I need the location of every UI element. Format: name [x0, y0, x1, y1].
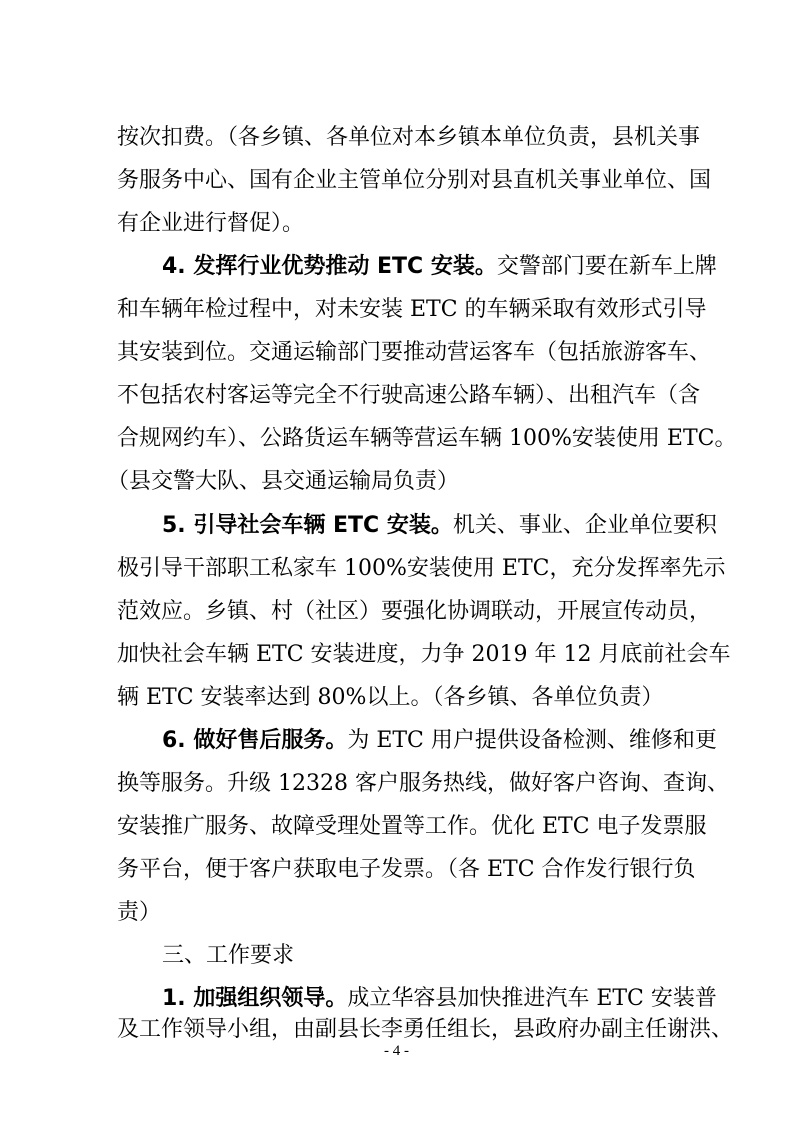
text-line: [0, 252, 793, 282]
text-line: [0, 511, 793, 541]
line-text: 安装推广服务、故障受理处置等工作。优化 ETC 电子发票服: [117, 814, 707, 839]
line-text: 务服务中心、国有企业主管单位分别对县直机关事业单位、国: [117, 168, 712, 193]
text-line: [0, 295, 793, 325]
line-text: 换等服务。升级 12328 客户服务热线，做好客户咨询、查询、: [117, 771, 729, 796]
line-text: 机关、事业、企业单位要积: [452, 513, 717, 538]
section-heading: 1. 加强组织领导。: [162, 986, 348, 1011]
line-text: 辆 ETC 安装率达到 80%以上。（各乡镇、各单位负责）: [117, 685, 664, 710]
text-line: [0, 726, 793, 756]
line-text: 其安装到位。交通运输部门要推动营运客车（包括旅游客车、: [117, 340, 712, 365]
line-text: 交警部门要在新车上牌: [496, 254, 717, 279]
line-text: 务平台，便于客户获取电子发票。（各 ETC 合作发行银行负: [117, 857, 696, 882]
text-line: [0, 424, 793, 454]
line-text: 有企业进行督促）。: [117, 211, 305, 236]
text-line: [0, 597, 793, 627]
line-text: （县交警大队、县交通运输局负责）: [107, 469, 460, 494]
text-line: [0, 769, 793, 799]
line-text: 加快社会车辆 ETC 安装进度，力争 2019 年 12 月底前社会车: [117, 642, 731, 667]
text-line: [0, 855, 793, 885]
line-text: 不包括农村客运等完全不行驶高速公路车辆）、出租汽车（含: [117, 383, 701, 408]
line-text: 范效应。乡镇、村（社区）要强化协调联动，开展宣传动员，: [117, 599, 712, 624]
page-number: - 4 -: [384, 1043, 409, 1059]
text-line: [0, 338, 793, 368]
line-text: 按次扣费。（各乡镇、各单位对本乡镇本单位负责，县机关事: [117, 125, 701, 150]
text-line: [0, 941, 793, 971]
line-text: 成立华容县加快推进汽车 ETC 安装普: [347, 986, 717, 1011]
line-text: 为 ETC 用户提供设备检测、维修和更: [347, 728, 717, 753]
text-line: [0, 381, 793, 411]
text-line: [0, 898, 793, 928]
text-line: [0, 554, 793, 584]
text-line: [0, 984, 793, 1014]
text-line: [0, 640, 793, 670]
text-line: [0, 1015, 793, 1045]
section-heading: 5. 引导社会车辆 ETC 安装。: [162, 513, 453, 538]
line-text: 合规网约车）、公路货运车辆等营运车辆 100%安装使用 ETC。: [117, 426, 737, 451]
text-line: [0, 467, 793, 497]
text-line: [0, 812, 793, 842]
text-line: [0, 209, 793, 239]
section-title: 三、工作要求: [162, 943, 295, 968]
section-heading: 4. 发挥行业优势推动 ETC 安装。: [162, 254, 497, 279]
line-text: 极引导干部职工私家车 100%安装使用 ETC，充分发挥率先示: [117, 556, 726, 581]
line-text: 责）: [117, 900, 162, 925]
section-heading: 6. 做好售后服务。: [162, 728, 348, 753]
text-line: [0, 166, 793, 196]
line-text: 及工作领导小组，由副县长李勇任组长，县政府办副主任谢洪、: [117, 1017, 734, 1042]
line-text: 和车辆年检过程中，对未安装 ETC 的车辆采取有效形式引导: [117, 297, 707, 322]
text-line: [0, 683, 793, 713]
text-line: [0, 123, 793, 153]
